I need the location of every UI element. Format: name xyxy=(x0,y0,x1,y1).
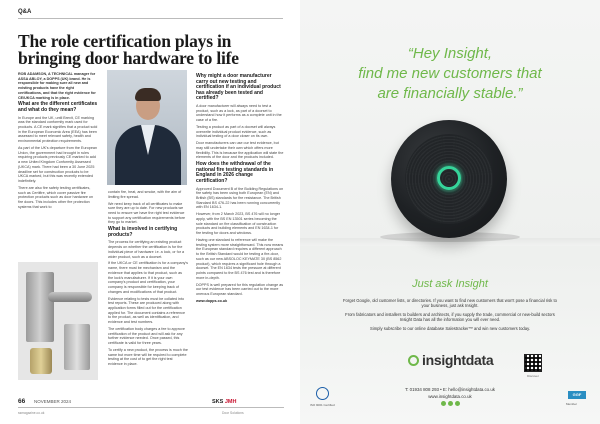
body-paragraph: As part of the UK's departure from the European Union, the government had brought in rules requiring products previously CE marked to add a new United Kingdom Conformity Assessed (UKCA) mark. There had been a 30 June 2025 deadline set for construction products to be UKCA marked, but this was recently extended indefinitely. xyxy=(18,146,98,183)
body-paragraph: The certification body charges a fee to approve certification of the product and will ask for any further evidence needed. Once passed, this certificate is valid for three years. xyxy=(108,327,185,346)
column-b xyxy=(108,190,188,369)
subheading: What are the different certificates and what do they mean? xyxy=(18,101,98,113)
hardware-handle xyxy=(48,292,92,302)
footer-site: ssmagazine.co.uk xyxy=(18,411,45,415)
sks-logo-b: JMH xyxy=(224,399,237,405)
quote-line-2: find me new customers that xyxy=(358,65,542,82)
footer-tag: Door Solutions xyxy=(222,411,244,415)
portrait-hair xyxy=(135,88,161,101)
hardware-hinge xyxy=(64,324,90,370)
page-number: 66 xyxy=(18,398,26,405)
brand-name: insightdata xyxy=(422,352,494,368)
intro-paragraph: ROB ADAMSON, A TECHNICAL manager for ASSA ABLOY, a DOPPS (UK) brand. He is responsible for making sure all new and existing products have the right certifications, and that the right evidence for CE/UKCA marking is in place. xyxy=(18,72,96,100)
subheading: How does the withdrawal of the national fire testing standards in England in 2026 change certification? xyxy=(196,161,274,185)
body-paragraph: Having one standard to reference will make the testing system more straightforward. This now means the European standard requires a different approach to the British Standard would be testing a fire-door, such as our new ABSOLOC KEYMATE 30 (BS 8562 product), which requires a significant hole through a doorset. The EN 1634 tests the pressure at different points compared to the BS 476 test and is therefore more in-depth. xyxy=(196,238,284,280)
linkedin-icon[interactable] xyxy=(455,401,460,406)
advert-blurb-1: Forget Google, old customer lists, or directories. If you want to find new customers that won't pose a financial risk to your business, just ask Insight. xyxy=(343,298,557,309)
certification-badge-icon xyxy=(316,387,329,400)
body-paragraph: To certify a new product, the process is much the same but more time will be required to complete testing at the cost of to get the right test evidence in place. xyxy=(108,348,188,367)
ggf-caption: Member xyxy=(566,402,578,406)
column-c xyxy=(196,72,284,306)
body-paragraph: contain fire, heat, and smoke, with the aim of limiting fire spread. xyxy=(108,190,182,199)
headline: The role certification plays in bringing door hardware to life xyxy=(18,31,239,68)
section-tag: Q&A xyxy=(18,9,32,15)
body-paragraph: We need keep track of all certificates to make sure they are up to date. For new products we need to ensure we have the right test evidence to support any certification requirements before they go to market. xyxy=(108,201,186,225)
body-paragraph: Approved Document B of the Building Regulations on fire safety has been using both European (EN) and British (BS) standards for fire resistance. The British Standard BS 476-22 has been running concurrently with EN 1634-1. xyxy=(196,186,284,210)
twitter-icon[interactable] xyxy=(448,401,453,406)
body-paragraph: DOPPS is well prepared for this regulation change as our test evidence has been carried out to the more onerous European standard. xyxy=(196,282,284,296)
body-paragraph: Testing a product as part of a doorset will always overwrite individual product evidence, such as individual testing of a door closer on its own. xyxy=(196,124,276,139)
insightdata-logo-icon xyxy=(408,355,419,366)
body-paragraph: The process for certifying an existing product depends on whether the certification is for the individual piece of hardware i.e. a lock, or for a wider product, such as a doorset. xyxy=(108,240,185,259)
website-link[interactable]: www.dopps.co.uk xyxy=(196,298,228,303)
column-a-body xyxy=(18,102,98,209)
portrait-photo xyxy=(107,70,187,185)
body-paragraph: There are also fire safety testing certificates, such as Certifire, which cover passive fire protection products such as door hardware on fire doors. This includes other fire protection systems that work to xyxy=(18,185,94,209)
right-page-advert xyxy=(300,0,600,424)
body-paragraph: If the UKCA or CE certification is for a company's name, there must be mechanism and the evidence that applies to that product, such as the lock's manufacturer. If it is your own company's product and certification, your company is responsible for keeping track of changes and modifications of that product. xyxy=(108,261,189,294)
sks-logo-a: SKS xyxy=(212,399,224,405)
issue-date: NOVEMBER 2024 xyxy=(34,399,72,404)
column-a xyxy=(18,72,98,212)
hardware-plate xyxy=(26,272,54,342)
body-paragraph: However, from 2 March 2023, BS 476 will no longer apply, with the BS EN 13501 series becoming the sole standard on fire classification of construction products and building elements and EN 1634-1 for fire testing for doors and windows. xyxy=(196,212,281,236)
ggf-logo: GGF xyxy=(568,391,586,399)
advert-quote xyxy=(300,44,600,104)
sks-logo xyxy=(212,399,236,405)
facebook-icon[interactable] xyxy=(441,401,446,406)
footer-rule xyxy=(18,407,284,408)
quote-line-3: are financially stable.” xyxy=(377,85,523,102)
insightdata-logo xyxy=(408,352,493,368)
speaker-light-ring xyxy=(437,166,461,190)
qr-caption: Discover xyxy=(527,374,539,378)
social-icons xyxy=(300,401,600,406)
subheading: What is involved in certifying products? xyxy=(108,226,178,238)
contact-details: T: 01934 808 293 • E: hello@insightdata.co.uk xyxy=(405,387,495,392)
certification-badge-caption: ISO 9001 Certified xyxy=(310,403,335,407)
advert-website[interactable]: www.insightdata.co.uk xyxy=(428,394,472,399)
body-paragraph: Door manufacturers can use our test evidence, but may still undertake their own which offers more flexibility. This is because the application will state the elements of the door and the products included. xyxy=(196,141,284,160)
advert-blurb-2: From fabricators and installers to builders and architects, if you supply the trade, commercial or new-build sectors Insight Data has all the information you will ever need. xyxy=(345,312,555,323)
subheading: Why might a door manufacturer carry out new testing and certification if an individual product has already been tested and certified? xyxy=(196,73,281,102)
body-paragraph: In Europe and the UK, until Brexit, CE marking was the standard conformity mark used for products. A CE mark signifies that a product sold in the European Economic Area (EEA) has been assessed to meet relevant safety, health and environmental protection requirements. xyxy=(18,115,98,144)
smart-speaker-image xyxy=(391,120,507,238)
body-paragraph: Evidence relating to tests must be collated into test reports. These are produced along with application forms filled out for the certification applied for. The document contains a reference to the product, as well as identification, and evidence and test numbers. xyxy=(108,296,186,325)
quote-line-1: “Hey Insight, xyxy=(407,45,493,62)
just-ask-heading: Just ask Insight xyxy=(412,278,488,290)
qr-code[interactable] xyxy=(524,354,542,372)
column-c-body xyxy=(196,74,284,297)
hardware-photo xyxy=(18,262,98,380)
advert-blurb-3: Simply subscribe to our online database Salestracker™ and win new customers today. xyxy=(369,326,531,331)
body-paragraph: A door manufacturer will always need to test a product, such as a lock, as part of a doorset to understand how it performs as a complete unit in the case of a fire. xyxy=(196,103,282,123)
hardware-cylinder xyxy=(30,348,52,374)
